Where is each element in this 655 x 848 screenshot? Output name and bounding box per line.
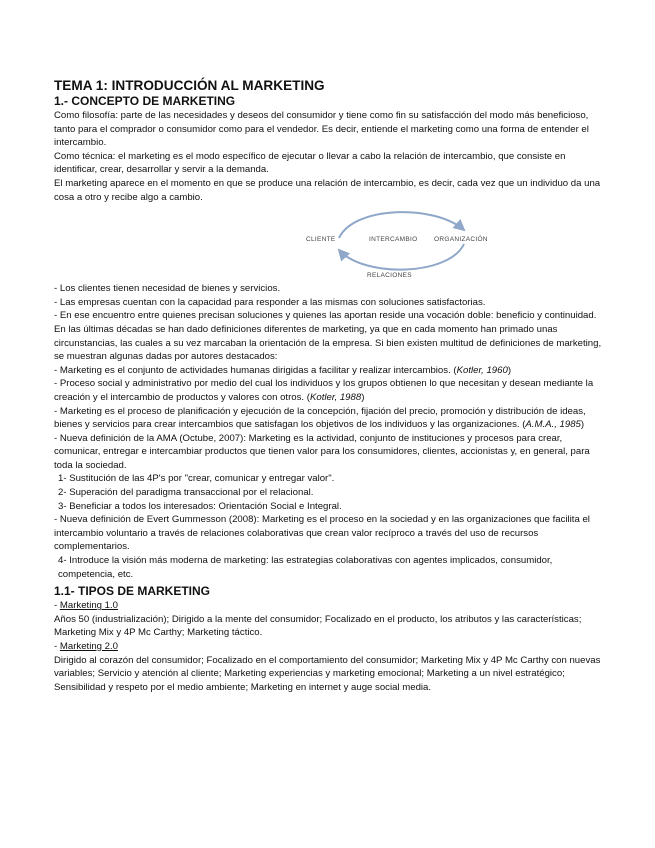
paragraph-definiciones-intro: En las últimas décadas se han dado definiciones diferentes de marketing, ya que en cada momento han primado unas circunstancias, las cuales a su vez marcaban la orientación de la empresa. Si bien existen multitud de definiciones de marketing, se muestran algunas dadas por autores destacados: <box>54 323 602 363</box>
marketing-1-label: Marketing 1.0 <box>59 600 118 612</box>
definition-citation: Kotler, 1988 <box>309 391 362 403</box>
definition-kotler-1988 <box>54 377 602 404</box>
definition-kotler-1960 <box>54 364 602 378</box>
exchange-diagram <box>54 204 602 282</box>
paragraph-filosofia: Como filosofía: parte de las necesidades y deseos del consumidor y tiene como fin su satisfacción del modo más beneficioso, tanto para el comprador o consumidor como para el vendedor. Es decir, entiende el marketing como una forma de entender el intercambio. <box>54 110 589 149</box>
bullet-empresas: - Las empresas cuentan con la capacidad para responder a las mismas con soluciones satisfactorias. <box>54 296 486 308</box>
exchange-cycle-arrows <box>54 204 602 282</box>
definition-text: - Proceso social y administrativo por medio del cual los individuos y los grupos obtienen lo que necesitan y desean mediante la creación y el intercambio de productos y valores con otros. ( <box>54 378 594 403</box>
definition-citation: A.M.A., 1985 <box>525 419 581 431</box>
document-page <box>54 78 602 694</box>
definition-end: ) <box>361 391 365 403</box>
definition-citation: Kotler, 1960 <box>456 364 508 376</box>
definition-end: ) <box>507 364 512 376</box>
paragraph-intercambio: El marketing aparece en el momento en que se produce una relación de intercambio, es decir, cada vez que un individuo da una cosa a otro y recibe algo a cambio. <box>54 177 601 203</box>
diagram-label-cliente: CLIENTE <box>306 236 336 244</box>
paragraph-tecnica: Como técnica: el marketing es el modo específico de ejecutar o llevar a cabo la relación de intercambio, que consiste en identificar, crear, desarrollar y servir a la demanda. <box>54 150 566 176</box>
diagram-label-relaciones: RELACIONES <box>367 272 412 280</box>
bullet-encuentro: - En ese encuentro entre quienes precisan soluciones y quienes las aportan reside una vocación doble: beneficio y continuidad. <box>54 310 597 322</box>
definition-ama-2007: - Nueva definición de la AMA (Octube, 2007): Marketing es la actividad, conjunto de instituciones y procesos para crear, comunicar, entregar e intercambiar productos que tienen valor para los consumidores, clientes, accionistas y, en general, para toda la sociedad. <box>54 432 590 471</box>
definition-text: - Marketing es el conjunto de actividades humanas dirigidas a facilitar y realizar intercambios. ( <box>54 364 457 376</box>
document-title: TEMA 1: INTRODUCCIÓN AL MARKETING <box>54 78 325 93</box>
definition-gummesson-2008: - Nueva definición de Evert Gummesson (2008): Marketing es el proceso en la sociedad y en las organizaciones que facilita el intercambio voluntario a través de relaciones colaborativas que crean valor recíproco a través del uso de recursos complementarios. <box>54 514 590 553</box>
numbered-item-4: 4- Introduce la visión más moderna de marketing: las estrategias colaborativas con agentes implicados, consumidor, competencia, etc. <box>58 555 553 580</box>
diagram-label-organizacion: ORGANIZACIÓN <box>434 236 488 244</box>
numbered-item-1: 1- Sustitución de las 4P's por "crear, comunicar y entregar valor". <box>58 473 335 485</box>
section-heading-tipos: 1.1- TIPOS DE MARKETING <box>54 584 211 599</box>
bullet-clientes: - Los clientes tienen necesidad de bienes y servicios. <box>54 283 281 295</box>
definition-text: - Marketing es el proceso de planificación y ejecución de la concepción, fijación del precio, promoción y distribución de ideas, bienes y servicios para crear intercambios que satisfagan los objetivos de los individuos y las organizaciones. ( <box>54 405 586 431</box>
marketing-1-description: Años 50 (industrialización); Dirigido a la mente del consumidor; Focalizado en el producto, los atributos y las características; Marketing Mix y 4P Mc Carthy; Marketing táctico. <box>54 613 582 639</box>
definition-ama-1985 <box>54 405 602 432</box>
section-heading-concepto: 1.- CONCEPTO DE MARKETING <box>54 94 236 108</box>
diagram-label-intercambio: INTERCAMBIO <box>369 236 418 244</box>
definition-end: ) <box>580 419 585 431</box>
marketing-2-label: Marketing 2.0 <box>59 641 118 652</box>
marketing-1-label-line: - Marketing 1.0 <box>54 600 118 612</box>
numbered-item-3: 3- Beneficiar a todos los interesados: Orientación Social e Integral. <box>58 500 342 512</box>
marketing-2-label-line: - Marketing 2.0 <box>54 641 118 652</box>
numbered-item-2: 2- Superación del paradigma transaccional por el relacional. <box>58 487 314 499</box>
marketing-2-description: Dirigido al corazón del consumidor; Focalizado en el comportamiento del consumidor; Marketing Mix y 4P Mc Carthy con nuevas variables; Servicio y atención al cliente; Marketing experiencias y marketing emocional; Marketing a un nivel estratégico; Sensibilidad y respeto por el medio ambiente; Marketing en internet y auge social media. <box>54 654 601 693</box>
